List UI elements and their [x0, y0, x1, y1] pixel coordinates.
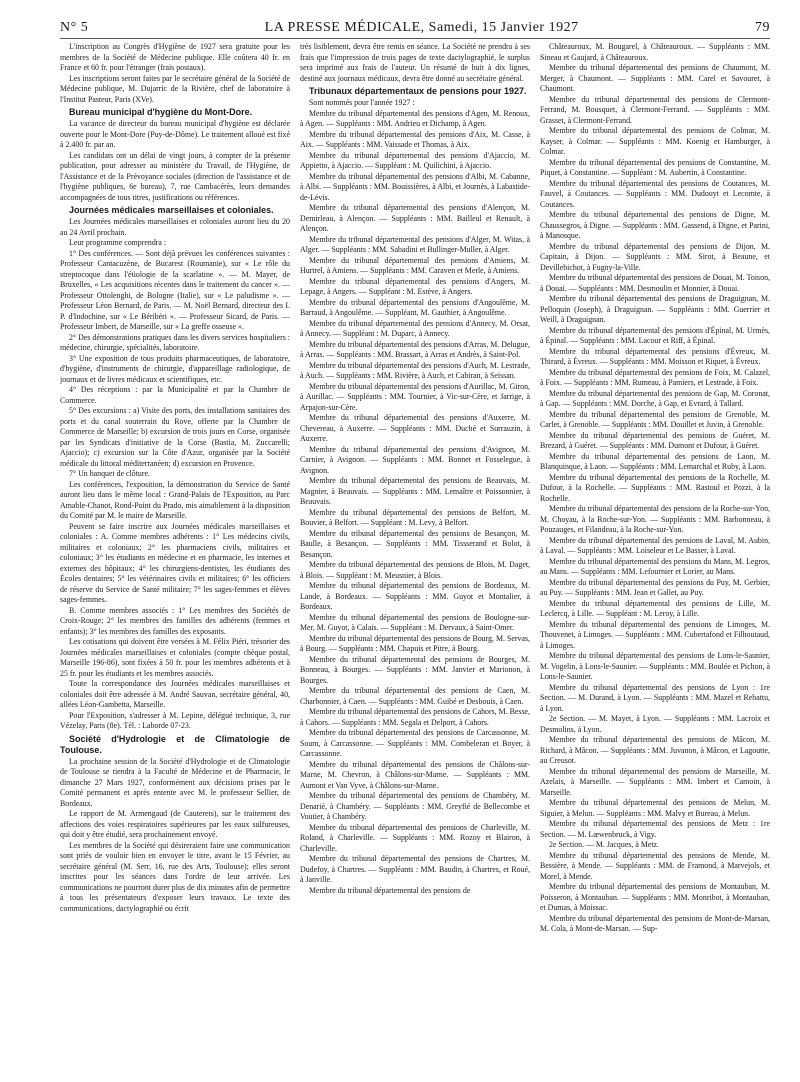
tribunal-entry: Membre du tribunal départemental des pensions de Laval, M. Aubin, à Laval. — Suppléants : MM. Loiseleur et Le Basser, à Laval. — [540, 535, 770, 555]
tribunal-entry: Membre du tribunal départemental des pensions d'Amiens, M. Hurtrel, à Amiens. — Suppléants : MM. Caraven et Merle, à Amiens. — [300, 255, 530, 275]
column-3 — [540, 42, 770, 1072]
tribunal-entry: Membre du tribunal départemental des pensions de Clermont-Ferrand, M. Bousquet, à Clermont-Ferrand. — Suppléants : MM. Grasset, à Clermont-Ferrand. — [540, 94, 770, 125]
tribunal-entry: Membre du tribunal départemental des pensions de Mâcon, M. Richard, à Mâcon. — Suppléants : MM. Juvanon, à Mâcon, et Lagoutte, au Creusot. — [540, 735, 770, 765]
paragraph: Les candidats ont un délai de vingt jours, à compter de la présente publication, pour adresser au ministère du Travail, de l'Hygiène, de l'Assistance et de la Prévoyance sociales (direction de l'assistance et de l'hygiène publiques, 6e bureau), 7, rue Cambacérès, leurs demandes accompagnées de tous titres, justifications ou références. — [60, 150, 290, 202]
tribunal-entry: Membre du tribunal départemental des pensions d'Alençon, M. Demirleau, à Alençon. — Suppléants : MM. Bailleul et Renault, à Alençon. — [300, 203, 530, 233]
tribunal-entry: Membre du tribunal départemental des pensions d'Ajaccio, M. Appietto, à Ajaccio. — Suppléant : M. Quilichini, à Ajaccio. — [300, 150, 530, 170]
column-1 — [60, 42, 290, 1072]
tribunal-entry: Membre du tribunal départemental des pensions d'Albi, M. Cabanne, à Albi. — Suppléants : MM. Bouissières, à Albi, et Journès, à Labastide-de-Lévis. — [300, 171, 530, 202]
tribunal-entry: Membre du tribunal départemental des pensions de Beauvais, M. Magnier, à Beauvais. — Suppléants : MM. Lemaître et Poissonnier, à Beauvais. — [300, 476, 530, 506]
tribunal-entry: Membre du tribunal départemental des pensions de Digne, M. Chaussegros, à Digne. — Suppléants : MM. Gassend, à Digne, et Parini, à Manosque. — [540, 210, 770, 240]
tribunal-entry: Membre du tribunal départemental des pensions d'Angoulême, M. Barraud, à Angoulême. — Suppléant, M. Gauthier, à Angoulême. — [300, 297, 530, 317]
section-heading-tribunaux: Tribunaux départementaux de pensions pour 1927. — [309, 86, 527, 96]
tribunal-entry: Membre du tribunal départemental des pensions de Cahors, M. Besse, à Cahors. — Suppléants : MM. Segala et Delport, à Cahors. — [300, 707, 530, 727]
tribunal-entry: Membre du tribunal départemental des pensions de Chambéry, M. Denarié, à Chambéry. — Suppléants : MM. Greyfié de Bellecombe et Voutier, à Chambéry. — [300, 791, 530, 821]
paragraph: 5° Des excursions : a) Visite des ports, des installations sanitaires des ports et du canal souterrain du Rove, offerte par la Chambre de Commerce de Marseille; b) excursion de trois jours en Corse, organisée par les Syndicats d'initiative de la Corse (Bastia, M. Zuccarelli; Ajaccio); c) excursion sur la Côte d'Azur, organisée par la Société médicale du littoral méditerranéen; d) excursion en Provence. — [60, 406, 290, 468]
text-columns — [60, 42, 770, 1072]
tribunal-entry: Membre du tribunal départemental des pensions de Caen, M. Charbonnier, à Caen. — Suppléants : MM. Guibé et Desbouis, à Caen. — [300, 686, 530, 706]
issue-number: N° 5 — [60, 20, 89, 35]
paragraph: très lisiblement, devra être remis en séance. La Société ne prendra à ses frais que l'impression de trois pages de texte dactylographié, le surplus sera imprimé aux frais de l'auteur. Un résumé de huit à dix lignes, destiné aux journaux médicaux, devra être donné au secrétaire général. — [300, 42, 530, 83]
tribunal-entry: Membre du tribunal départemental des pensions de Montauban, M. Poisseron, à Montauban. — Suppléants : MM. Monribot, à Montauban, et Dumas, à Moissac. — [540, 882, 770, 912]
tribunal-entry: Membre du tribunal départemental des pensions de Carcassonne, M. Soum, à Carcassonne. — Suppléants : MM. Combeleran et Boyer, à Carcassonne. — [300, 728, 530, 758]
tribunal-entry: Membre du tribunal départemental des pensions de Boulogne-sur-Mer, M. Guyot, à Calais. — Suppléant : M. Dervaux, à Saint-Omer. — [300, 612, 530, 632]
tribunal-entry: Châteauroux, M. Bougarel, à Châteauroux. — Suppléants : MM. Sineau et Gaujard, à Châteauroux. — [540, 42, 770, 62]
tribunal-entry: Membre du tribunal départemental des pensions de Limoges, M. Thouvenet, à Limoges. — Suppléants : MM. Cubertafond et Filhoutaud, à Limoges. — [540, 619, 770, 650]
tribunal-entry: Membre du tribunal départemental des pensions de Coutances, M. Fauvel, à Coutances. — Suppléants : MM. Dudouyt et Lecomte, à Coutances. — [540, 178, 770, 209]
paragraph: Toute la correspondance des Journées médicales marseillaises et coloniales doit être adressée à M. André Sauvan, secrétaire général, 40, allées Léon-Gambetta, Marseille. — [60, 679, 290, 709]
tribunal-entry: Membre du tribunal départemental des pensions de Blois, M. Daget, à Blois. — Suppléant : M. Meusnier, à Blois. — [300, 560, 530, 580]
tribunal-entry: Membre du tribunal départemental des pensions de Lille, M. Leclercq, à Lille. — Suppléant : M. Leroy, à Lille. — [540, 598, 770, 618]
tribunal-entry: Membre du tribunal départemental des pensions d'Arras, M. Delugue, à Arras. — Suppléants : MM. Brassart, à Arras et Andrès, à Saint-Pol. — [300, 339, 530, 359]
tribunal-entry: Membre du tribunal départemental des pensions de Marseille, M. Azelais, à Marseille. — Suppléants : MM. Imbert et Camoin, à Marseille. — [540, 766, 770, 797]
tribunal-entry: Membre du tribunal départemental des pensions de Mende, M. Bessière, à Mende. — Suppléants : MM. de Framond, à Marvejols, et Morel, à Mende. — [540, 850, 770, 881]
tribunal-entry: Membre du tribunal départemental des pensions du Puy, M. Gerbier, au Puy. — Suppléants : MM. Jean et Gallet, au Puy. — [540, 577, 770, 597]
tribunal-entry: Membre du tribunal départemental des pensions de Douai, M. Toison, à Douai. — Suppléants : MM. Desmoulin et Monnier, à Douai. — [540, 273, 770, 293]
paragraph: 1° Des conférences. — Sont déjà prévues les conférences suivantes : Professeur Cantacuzène, de Bucarest (Roumanie), sur « Le rôle du streptocoque dans l'étiologie de la scarlatine ». — M. Mayer, de Bruxelles, « Les acquisitions récentes dans le traitement du cancer ». — Professeur Ottolenghi, de Bologne (Italie), sur « Le paludisme ». — Professeur Léon Bernard, de Paris. — M. Noël Bernard, directeur des I. P. d'Indochine, sur « Le Béribéri ». — Professeur Sicard, de Paris. — Professeur Imbert, de Marseille, sur « La greffe osseuse ». — [60, 248, 290, 331]
paragraph: Les conférences, l'exposition, la démonstration du Service de Santé auront lieu dans le même local : Grand-Palais de l'Exposition, au Parc Amable-Chanot, Rond-Point du Prado, mis aimablement à la disposition du Comité par M. le maire de Marseille. — [60, 479, 290, 520]
section-heading-toulouse: Société d'Hydrologie et de Climatologie de Toulouse. — [60, 733, 290, 755]
tribunal-entry: Membre du tribunal départemental des pensions de Belfort, M. Bouvier, à Belfort. — Suppléant : M. Levy, à Belfort. — [300, 507, 530, 527]
section-heading-montdore: Bureau municipal d'hygiène du Mont-Dore. — [69, 107, 253, 117]
tribunal-entry: Membre du tribunal départemental des pensions d'Aix, M. Casse, à Aix. — Suppléants : MM. Vaissade et Thomas, à Aix. — [300, 129, 530, 149]
tribunal-list — [300, 109, 530, 897]
tribunal-entry: Membre du tribunal départemental des pensions de Besançon, M. Baulle, à Besançon. — Suppléants : MM. Tissserand et Bolot, à Besançon. — [300, 528, 530, 559]
tribunal-entry: Membre du tribunal départemental des pensions de Gap, M. Coronat, à Gap. — Suppléants : MM. Dorche, à Gap, et Evrard, à Tallard. — [540, 388, 770, 408]
section-heading-journees: Journées médicales marseillaises et coloniales. — [69, 205, 274, 215]
tribunal-entry: Membre du tribunal départemental des pensions de Charleville, M. Roland, à Charleville. — Suppléants : MM. Rozoy et Blairon, à Charleville. — [300, 822, 530, 853]
paragraph: 4° Des réceptions : par la Municipalité et par la Chambre de Commerce. — [60, 385, 290, 405]
tribunal-entry: 2e Section. — M. Mayet, à Lyon. — Suppléants : MM. Lacroix et Desmolins, à Lyon. — [540, 714, 770, 734]
tribunal-entry: Membre du tribunal départemental des pensions de Colmar, M. Kayser, à Colmar. — Suppléants : MM. Koenig et Hamburger, à Colmar. — [540, 126, 770, 156]
paragraph: La vacance de directeur du bureau municipal d'hygiène est déclarée ouverte pour le Mont-Dore (Puy-de-Dôme). Le traitement alloué est fixé à 2.400 fr. par an. — [60, 119, 290, 149]
tribunal-entry: Membre du tribunal départemental des pensions d'Évreux, M. Thirard, à Évreux. — Suppléants : MM. Moisson et Riquet, à Évreux. — [540, 346, 770, 366]
paragraph: Les cotisations qui doivent être versées à M. Félix Piéri, trésorier des Journées médicales marseillaises et coloniales (compte chèque postal, Marseille 196-86), sont fixées à 50 fr. pour les membres adhérents et à 25 fr. pour les étudiants et les membres associés. — [60, 637, 290, 678]
paragraph: B. Comme membres associés : 1° Les membres des Sociétés de Croix-Rouge; 2° les membres des familles des adhérents (femmes et enfants); 3° les membres des familles des exposants. — [60, 605, 290, 636]
tribunal-entry: Membre du tribunal départemental des pensions de Draguignan, M. Pelloquin (Joseph), à Draguignan. — Suppléants : MM. Guerrier et Weill, à Draguignan. — [540, 294, 770, 324]
page-number: 79 — [755, 20, 770, 35]
paragraph: Les inscriptions seront faites par le secrétaire général de la Société de Médecine publique, M. Dujarric de la Rivière, chef de laboratoire à l'Institut Pasteur, Paris (XVe). — [60, 73, 290, 104]
tribunal-entry: Membre du tribunal départemental des pensions de — [309, 885, 471, 895]
tribunal-entry: Membre du tribunal départemental des pensions d'Aurillac, M. Giron, à Aurillac. — Suppléants : MM. Tournier, à Vic-sur-Cère, et Jarrige, à Arpajon-sur-Cère. — [300, 381, 530, 412]
tribunal-entry: Membre du tribunal départemental des pensions de Chartres, M. Dudefoy, à Chartres. — Suppléants : MM. Baudin, à Chartres, et Roué, à Janville. — [300, 854, 530, 884]
tribunal-entry: Membre du tribunal départemental des pensions de Bourg, M. Servas, à Bourg. — Suppléants : MM. Chapuis et Pitre, à Bourg. — [300, 633, 530, 653]
paragraph: Les Journées médicales marseillaises et coloniales auront lieu du 20 au 24 Avril prochain. — [60, 217, 290, 237]
paragraph: Sont nommés pour l'année 1927 : — [309, 98, 415, 107]
tribunal-entry: Membre du tribunal départemental des pensions d'Épinal, M. Urmès, à Épinal. — Suppléants : MM. Lacour et Riff, à Épinal. — [540, 325, 770, 345]
paragraph: Les membres de la Société qui désireraient faire une communication sont priés de vouloir bien en envoyer le titre, avant le 15 Février, au secrétaire général (M. Serr, 16, rue des Arts, Toulouse); elles seront inscrites pour les séances dans l'ordre de leur arrivée. Les communications ne pourront durer plus de dix minutes afin de permettre à tous les présentateurs d'exposer leurs travaux. Le texte des communications, dactylographié ou écrit — [60, 840, 290, 913]
tribunal-entry: Membre du tribunal départemental des pensions de Chaumont, M. Merger, à Chaumont. — Suppléants : MM. Carel et Savouret, à Chaumont. — [540, 63, 770, 93]
tribunal-entry: Membre du tribunal départemental des pensions de Bordeaux, M. Lande, à Bordeaux. — Suppléants : MM. Guyot et Montalier, à Bordeaux. — [300, 581, 530, 611]
tribunal-entry: Membre du tribunal départemental des pensions de Foix, M. Calazel, à Foix. — Suppléants : MM. Rumeau, à Pamiers, et Lestrade, à Foix. — [540, 367, 770, 387]
tribunal-entry: Membre du tribunal départemental des pensions de Châlons-sur-Marne, M. Chevron, à Châlons-sur-Marne. — Suppléants : MM. Aumont et Van Vyve, à Châlons-sur-Marne. — [300, 759, 530, 790]
column-2 — [300, 42, 530, 1072]
paragraph: 3° Une exposition de tous produits pharmaceutiques, de laboratoire, d'hygiène, d'instruments de chirurgie, d'appareillage radiologique, de journaux et de livres médicaux et scientifiques, etc. — [60, 353, 290, 384]
tribunal-list — [540, 42, 770, 935]
tribunal-entry: Membre du tribunal départemental des pensions du Mans, M. Legros, au Mans. — Suppléants : MM. Lefournier et Lorier, au Mans. — [540, 556, 770, 576]
tribunal-entry: Membre du tribunal départemental des pensions de Metz : 1re Section. — M. Lœwenbruck, à Vigy. — [540, 819, 770, 839]
tribunal-entry: Membre du tribunal départemental des pensions de la Rochelle, M. Dufour, à la Rochelle. — Suppléants : MM. Rastoul et Pozzi, à la Rochelle. — [540, 472, 770, 503]
journal-title: LA PRESSE MÉDICALE, Samedi, 15 Janvier 1927 — [264, 20, 579, 35]
tribunal-entry: Membre du tribunal départemental des pensions de Lyon : 1re Section. — M. Durand, à Lyon. — Suppléants : MM. Mazel et Rebattu, à Lyon. — [540, 682, 770, 713]
tribunal-entry: Membre du tribunal départemental des pensions d'Angers, M. Lepage, à Angers. — Suppléant : M. Estève, à Angers. — [300, 276, 530, 296]
tribunal-entry: Membre du tribunal départemental des pensions d'Agen, M. Renoux, à Agen. — Suppléants : MM. Andrieu et Dichamp, à Agen. — [300, 108, 530, 128]
paragraph: Leur programme comprendra : — [69, 238, 167, 247]
paragraph: 7° Un banquet de clôture. — [69, 469, 150, 478]
tribunal-entry: Membre du tribunal départemental des pensions d'Auch, M. Lestrade, à Auch. — Suppléants : MM. Rivière, à Auch, et Cabiran, à Seissan. — [300, 360, 530, 380]
tribunal-entry: Membre du tribunal départemental des pensions de Guéret, M. Brezard, à Guéret. — Suppléants : MM. Dumont et Dufour, à Guéret. — [540, 430, 770, 450]
paragraph: L'inscription au Congrès d'Hygiène de 1927 sera gratuite pour les membres de la Société de Médecine publique. Elle coûtera 40 fr. en France et 60 fr. pour l'étranger (frais postaux). — [60, 42, 290, 72]
paragraph: 2° Des démonstrations pratiques dans les divers services hospitaliers : médecine, chirurgie, spécialités, laboratoire. — [60, 332, 290, 352]
tribunal-entry: Membre du tribunal départemental des pensions d'Alger, M. Witas, à Alger. — Suppléants : MM. Sabadini et Bullinger-Muller, à Alger. — [300, 234, 530, 254]
tribunal-entry: Membre du tribunal départemental des pensions de Grenoble, M. Carlet, à Grenoble. — Suppléants : MM. Douillet et Juvin, à Grenoble. — [540, 409, 770, 429]
tribunal-entry: Membre du tribunal départemental des pensions de Laon, M. Blanquinque, à Laon. — Suppléants : MM. Lemarchal et Ruby, à Laon. — [540, 451, 770, 471]
tribunal-entry: 2e Section. — M. Jacques, à Metz. — [549, 840, 660, 849]
tribunal-entry: Membre du tribunal départemental des pensions de Constantine, M. Piquet, à Constantine. — Suppléant : M. Aubertin, à Constantine. — [540, 157, 770, 177]
tribunal-entry: Membre du tribunal départemental des pensions de Lons-le-Saunier, M. Vogelin, à Lons-le-Saunier. — Suppléants : MM. Boulée et Pichon, à Lons-le-Saunier. — [540, 651, 770, 681]
paragraph: Pour l'Exposition, s'adresser à M. Lepine, délégué technique, 3, rue Vézelay, Paris (8e). Tél. : Laborde 07-23. — [60, 710, 290, 730]
tribunal-entry: Membre du tribunal départemental des pensions d'Annecy, M. Orsat, à Annecy. — Suppléant : M. Duparc, à Annecy. — [300, 318, 530, 338]
tribunal-entry: Membre du tribunal départemental des pensions de la Roche-sur-Yon, M. Choyau, à la Roche-sur-Yon. — Suppléants : MM. Barbonneau, à Pouzauges, et Filandeau, à la Roche-sur-Yon. — [540, 504, 770, 534]
paragraph: Le rapport de M. Armengaud (de Cauterets), sur le traitement des affections des voies respiratoires supérieures par les eaux sulfureuses, qui doit y être étudié, sera prochainement envoyé. — [60, 809, 290, 839]
tribunal-entry: Membre du tribunal départemental des pensions de Bourges, M. Bonneau, à Bourges. — Suppléants : MM. Janvier et Marionon, à Bourges. — [300, 654, 530, 685]
tribunal-entry: Membre du tribunal départemental des pensions d'Auxerre, M. Chevereau, à Auxerre. — Suppléants : MM. Duché et Surrauzin, à Auxerre. — [300, 413, 530, 443]
tribunal-entry: Membre du tribunal départemental des pensions de Mont-de-Marsan, M. Cola, à Mont-de-Marsan. — Sup- — [540, 913, 770, 933]
tribunal-entry: Membre du tribunal départemental des pensions d'Avignon, M. Carnier, à Avignon. — Suppléants : MM. Bonnet et Fosselegue, à Avignon. — [300, 444, 530, 475]
tribunal-entry: Membre du tribunal départemental des pensions de Dijon, M. Capitain, à Dijon. — Suppléants : MM. Sirot, à Beaune, et Devillebichot, à Fugny-la-Ville. — [540, 241, 770, 272]
paragraph: La prochaine session de la Société d'Hydrologie et de Climatologie de Toulouse se tiendra à la Faculté de Médecine et de Pharmacie, le dimanche 27 Mars 1927, conformément aux décisions prises par le Comité permanent et après entente avec M. le professeur Sellier, de Bordeaux. — [60, 756, 290, 808]
running-header — [60, 16, 770, 39]
paragraph: Peuvent se faire inscrire aux Journées médicales marseillaises et coloniales : A. Comme membres adhérents : 1° Les médecins civils, militaires et coloniaux; 2° les pharmaciens civils, militaires et coloniaux; 3° les étudiants en médecine et en pharmacie, les internes et externes des hôpitaux; 4° les chirurgiens-dentistes, les étudiants des Écoles dentaires; 5° les vétérinaires civils et militaires; 6° les officiers de réserve du Service de Santé militaire; 7° les sages-femmes et élèves sages-femmes. — [60, 521, 290, 604]
tribunal-entry: Membre du tribunal départemental des pensions de Melun, M. Siguier, à Melun. — Suppléants : MM. Malvy et Bureau, à Melun. — [540, 798, 770, 818]
